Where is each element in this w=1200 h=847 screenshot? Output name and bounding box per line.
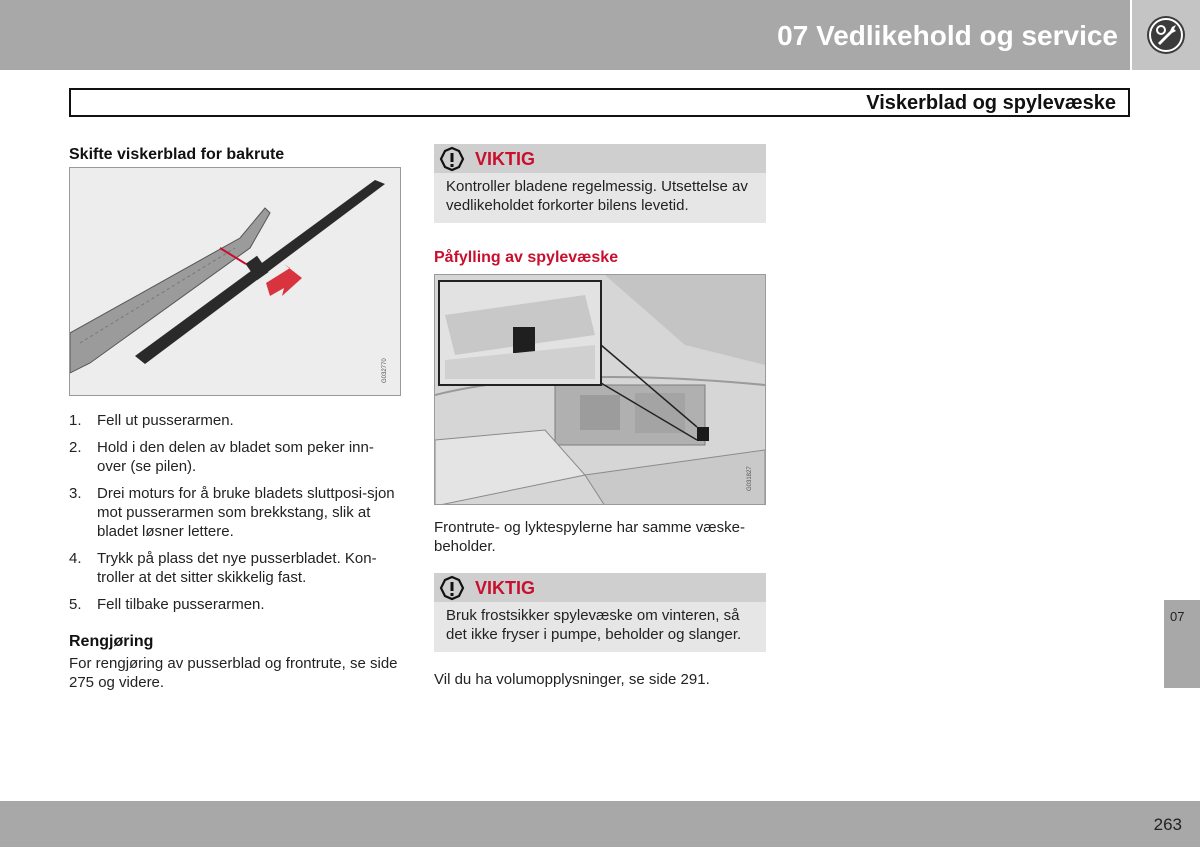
section-title-box [69,88,1130,117]
wiper-blade-figure [69,167,401,396]
step-number: 3. [69,485,82,502]
step-text: Fell ut pusserarmen. [97,412,234,429]
warning-title: VIKTIG [475,578,536,598]
chapter-title: 07 Vedlikehold og service [777,20,1118,51]
page-number: 263 [1153,815,1182,834]
step-text: Trykk på plass det nye pusserbladet. Kon-troller at det sitter skikkelig fast. [97,550,377,586]
warning-header [434,573,766,602]
step-number: 4. [69,550,82,567]
wiper-blade-illustration [70,168,401,396]
engine-bay-figure [434,274,766,505]
step-text: Fell tilbake pusserarmen. [97,596,265,613]
footer-bar [0,801,1200,847]
step-number: 2. [69,439,82,456]
warning-text: Kontroller bladene regelmessig. Utsettelse av vedlikeholdet forkorter bilens levetid. [446,178,748,214]
cleaning-heading: Rengjøring [69,633,154,650]
chapter-icon-box [1132,0,1200,70]
chapter-side-tab [1164,600,1200,688]
step-number: 5. [69,596,82,613]
list-item [69,549,401,587]
washer-fluid-heading: Påfylling av spylevæske [434,249,619,266]
warning-box [434,573,766,652]
warning-title: VIKTIG [475,149,536,169]
warning-text: Bruk frostsikker spylevæske om vinteren, så det ikke fryser i pumpe, beholder og slanger. [446,607,742,643]
figure-code: G032770 [382,358,388,383]
wiper-steps-list [69,411,401,622]
cleaning-text: For rengjøring av pusserblad og frontrute, se side 275 og videre. [69,655,398,691]
section-title: Viskerblad og spylevæske [866,92,1116,114]
list-item [69,411,401,430]
wrench-gear-icon [1144,13,1188,57]
chapter-tab-label: 07 [1170,609,1185,624]
engine-bay-illustration [435,275,766,505]
list-item [69,484,401,541]
step-number: 1. [69,412,82,429]
list-item [69,595,401,614]
warning-exclamation-icon [439,146,465,172]
wiper-blade-heading: Skifte viskerblad for bakrute [69,146,285,163]
volume-reference-text: Vil du ha volumopplysninger, se side 291. [434,671,710,688]
washer-fluid-text: Frontrute- og lyktespylerne har samme væske-beholder. [434,519,745,555]
list-item [69,438,401,476]
warning-header [434,144,766,173]
figure-code: G031827 [747,466,753,491]
step-text: Drei moturs for å bruke bladets sluttposi-sjon mot pusserarmen som brekkstang, slik at bladet løsner lettere. [97,485,395,540]
warning-box [434,144,766,223]
step-text: Hold i den delen av bladet som peker inn-over (se pilen). [97,439,374,475]
warning-exclamation-icon [439,575,465,601]
